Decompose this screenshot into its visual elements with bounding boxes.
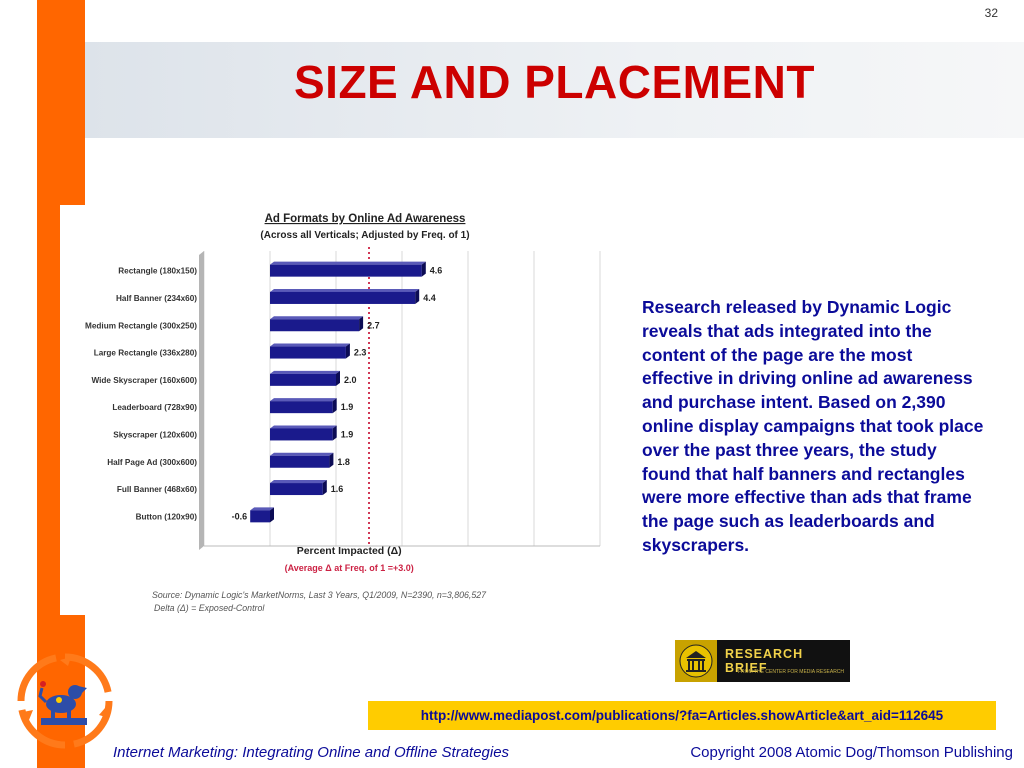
value-label: 1.9 [340,429,354,440]
value-label: -0.6 [231,511,248,522]
value-label: 2.0 [344,374,357,385]
bar-top [250,507,274,510]
x-axis-note: (Average Δ at Freq. of 1 =+3.0) [284,563,414,573]
axis-wall [199,251,204,550]
bar [270,374,336,386]
bar-top [270,453,333,456]
bar [270,401,333,413]
research-brief-sub: FROM THE CENTER FOR MEDIA RESEARCH [738,669,845,675]
chart-source-note: Delta (Δ) = Exposed-Control [154,603,265,613]
body-paragraph: Research released by Dynamic Logic reveals that ads integrated into the content of the page are the most effective in driving online ad awareness and purchase intent. Based on 2,390 online display campaigns that took place over the past three years, the study found that half banners and rectangles were more effective than ads that frame the page such as leaderboards and skyscrapers. [642,297,984,555]
chart-title: Ad Formats by Online Ad Awareness [264,213,466,225]
category-label: Leaderboard (728x90) [112,403,197,413]
value-label: 1.6 [330,484,344,495]
bar-top [270,480,327,483]
bar-top [270,371,340,374]
building-icon [675,640,717,682]
footer-course-title: Internet Marketing: Integrating Online and Offline Strategies [113,744,510,761]
research-brief-badge [675,640,850,682]
chart-subtitle: (Across all Verticals; Adjusted by Freq. of 1) [260,230,470,241]
category-label: Half Banner (234x60) [116,293,197,303]
bar-top [270,262,426,265]
chart-source: Source: Dynamic Logic's MarketNorms, Last 3 Years, Q1/2009, N=2390, n=3,806,527 [152,590,487,600]
value-label: 1.8 [337,456,350,467]
value-label: 4.6 [429,265,443,276]
bar [270,428,333,440]
bar [270,265,422,277]
top-margin [0,0,1024,42]
source-url-box[interactable] [368,701,996,730]
bar-top [270,316,363,319]
bar [270,483,323,495]
bar [270,292,415,304]
category-label: Medium Rectangle (300x250) [85,321,197,331]
category-label: Half Page Ad (300x600) [107,457,197,467]
value-label: 4.4 [423,292,436,303]
category-label: Button (120x90) [135,512,197,522]
category-label: Wide Skyscraper (160x600) [91,375,197,385]
bar-top [270,398,337,401]
x-axis-label: Percent Impacted (Δ) [296,545,402,557]
bar [250,510,270,522]
bar [270,319,359,331]
category-label: Large Rectangle (336x280) [93,348,197,358]
research-brief-label: RESEARCH BRIEF [724,647,804,675]
value-label: 1.9 [340,402,354,413]
category-label: Full Banner (468x60) [116,485,197,495]
value-label: 2.7 [367,320,380,331]
ad-format-chart [60,205,605,617]
bar [270,347,346,359]
source-url-link[interactable]: http://www.mediapost.com/publications/?fa=Articles.showArticle&art_aid=112645 [420,708,944,723]
bar-top [270,425,337,428]
dog-logo-icon [15,652,115,750]
page-number: 32 [984,6,998,20]
slide-title: SIZE AND PLACEMENT [294,56,815,108]
value-label: 2.3 [353,347,367,358]
bar [270,456,329,468]
bar-top [270,344,350,347]
footer-copyright: Copyright 2008 Atomic Dog/Thomson Publishing [690,744,1013,761]
category-label: Skyscraper (120x600) [113,430,197,440]
category-label: Rectangle (180x150) [118,266,197,276]
bar-top [270,289,419,292]
